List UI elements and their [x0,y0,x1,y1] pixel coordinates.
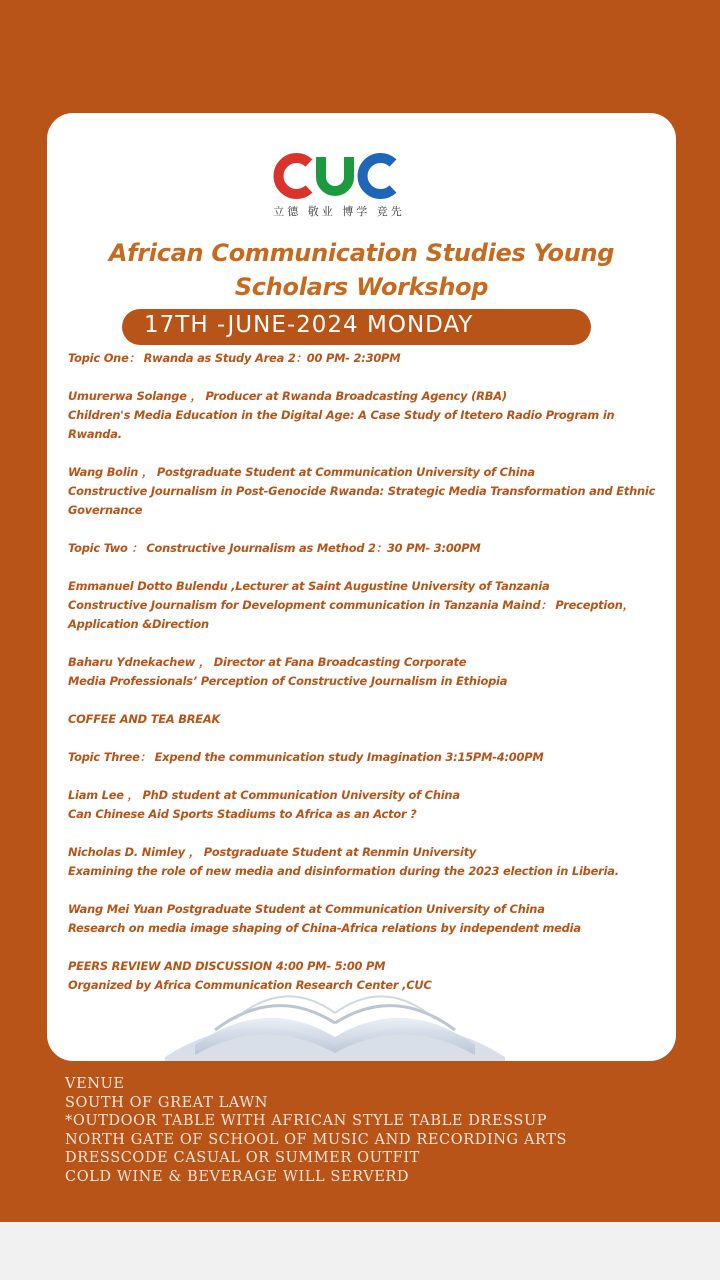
speaker-7-title: Research on media image shaping of China-Africa relations by independent media [68,921,581,935]
speaker-1-name: Umurerwa Solange ， Producer at Rwanda Broadcasting Agency (RBA) [68,389,507,403]
venue-table-note: *OUTDOOR TABLE WITH AFRICAN STYLE TABLE DRESSUP [65,1113,548,1129]
venue-location: SOUTH OF GREAT LAWN [65,1094,269,1111]
speaker-6-name: Nicholas D. Nimley ， Postgraduate Student at Renmin University [68,845,477,859]
venue-gate: NORTH GATE OF SCHOOL OF MUSIC AND RECORDING ARTS [65,1131,568,1148]
cuc-logo-mark [269,153,409,199]
speaker-4-name: Baharu Ydnekachew ， Director at Fana Broadcasting Corporate [68,655,467,669]
speaker-2-name: Wang Bolin ， Postgraduate Student at Communication University of China [68,465,535,479]
topic-three: Topic Three： Expend the communication study Imagination 3:15PM-4:00PM [68,750,544,764]
program-card [47,113,676,1061]
speaker-3-title-a: Constructive Journalism for Development communication in Tanzania Maind： Preception， [68,598,634,612]
coffee-break: COFFEE AND TEA BREAK [68,712,221,726]
speaker-2-title-b: Governance [68,503,143,517]
speaker-1-title-a: Children's Media Education in the Digital Age: A Case Study of Itetero Radio Program in [68,408,615,422]
title-line-1: African Communication Studies Young [108,239,615,267]
workshop-title [87,236,636,304]
speaker-7-name: Wang Mei Yuan Postgraduate Student at Communication University of China [68,902,545,916]
event-date: 17TH -JUNE-2024 MONDAY [144,312,474,338]
date-banner [122,309,591,345]
beverage-note: COLD WINE & BEVERAGE WILL SERVERD [65,1168,410,1185]
speaker-5-name: Liam Lee ， PhD student at Communication University of China [68,788,460,802]
topic-two: Topic Two ： Constructive Journalism as Method 2：30 PM- 3:00PM [68,541,481,555]
venue-info [65,1075,685,1186]
title-line-2: Scholars Workshop [234,273,489,301]
speaker-3-name: Emmanuel Dotto Bulendu ,Lecturer at Saint Augustine University of Tanzania [68,579,550,593]
speaker-3-title-b: Application &Direction [68,617,209,631]
open-book-illustration [155,975,515,1061]
logo-motto: 立德 敬业 博学 竞先 [273,205,405,218]
speaker-5-title: Can Chinese Aid Sports Stadiums to Africa as an Actor ? [68,807,417,821]
topic-one: Topic One： Rwanda as Study Area 2：00 PM- 2:30PM [68,351,401,365]
peer-review: PEERS REVIEW AND DISCUSSION 4:00 PM- 5:00 PM [68,959,386,973]
speaker-6-title: Examining the role of new media and disinformation during the 2023 election in Liberia. [68,864,619,878]
dresscode: DRESSCODE CASUAL OR SUMMER OUTFIT [65,1150,420,1166]
bottom-strip [0,1222,720,1280]
program-list [68,349,658,995]
organizer: Organized by Africa Communication Research Center ,CUC [68,978,432,992]
speaker-2-title-a: Constructive Journalism in Post-Genocide Rwanda: Strategic Media Transformation and Ethnic [68,484,656,498]
speaker-4-title: Media Professionals’ Perception of Constructive Journalism in Ethiopia [68,674,508,688]
speaker-1-title-b: Rwanda. [68,427,122,441]
cuc-logo [269,153,409,219]
venue-heading: VENUE [65,1076,125,1092]
